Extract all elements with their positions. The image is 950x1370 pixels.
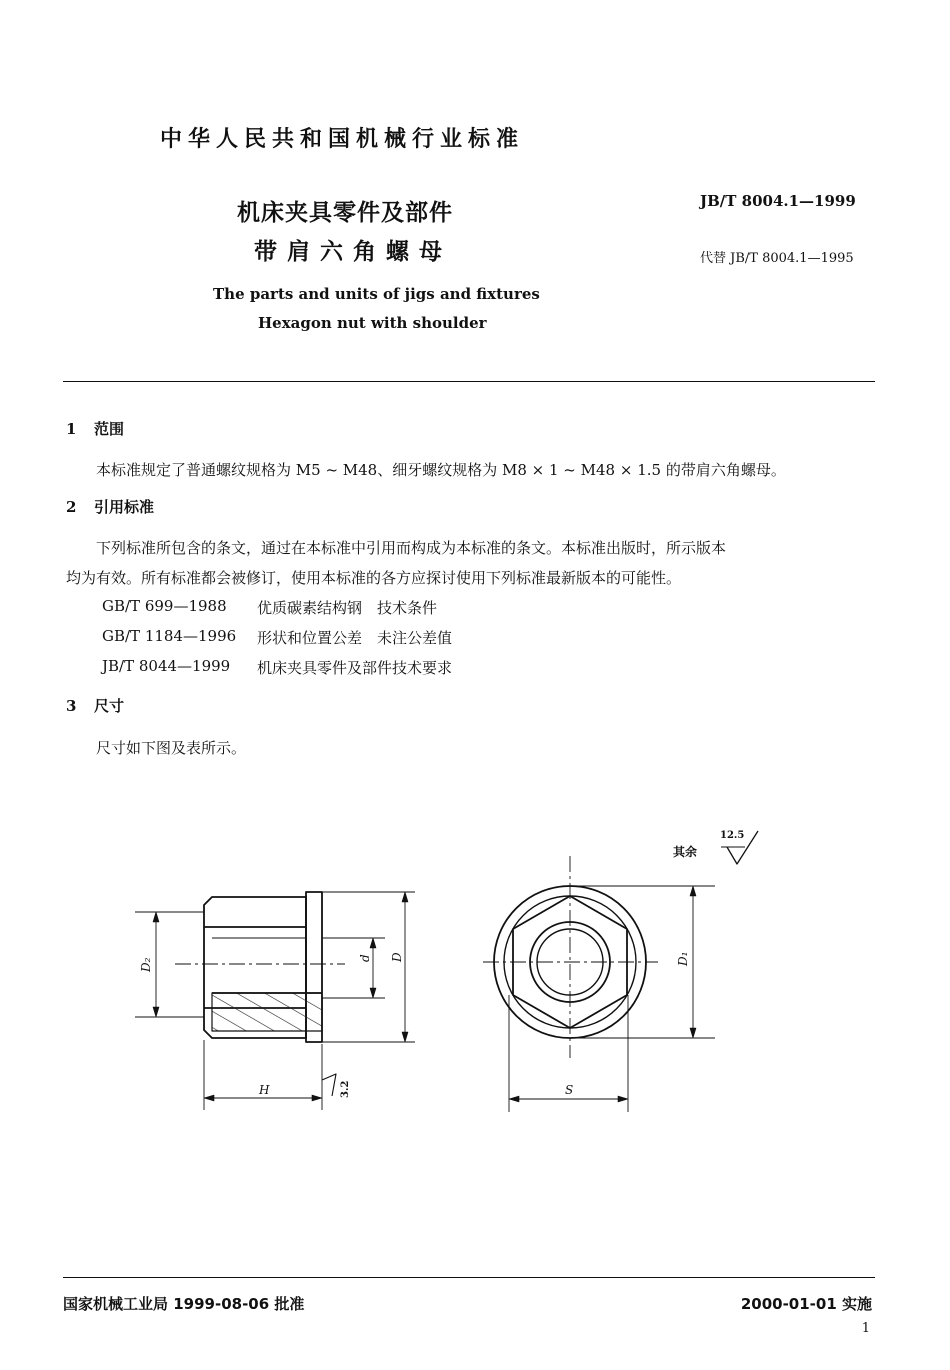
reference-code: GB/T 699—1988 [102,597,227,615]
section-3-number: 3 [66,697,77,715]
section-1-number: 1 [66,420,77,438]
dimension-label-D2: D₂ [139,957,153,972]
footer-divider [63,1277,875,1278]
standard-category-title: 中华人民共和国机械行业标准 [160,127,525,152]
dimension-label-d: d [358,954,372,962]
document-title-line2: 带肩六角螺母 [254,239,452,265]
page-number: 1 [861,1321,870,1336]
section-3-paragraph: 尺寸如下图及表所示。 [96,739,247,757]
dimension-label-S: S [565,1083,574,1097]
section-3-title: 尺寸 [94,697,125,715]
reference-title: 优质碳素结构钢 技术条件 [257,599,438,617]
dimension-label-D: D [390,952,404,962]
section-2-paragraph-line2: 均为有效。所有标准都会被修订，使用本标准的各方应探讨使用下列标准最新版本的可能性。 [66,569,682,587]
reference-code: GB/T 1184—1996 [102,627,237,645]
section-2-title: 引用标准 [94,498,155,516]
section-1-paragraph: 本标准规定了普通螺纹规格为 M5 ~ M48、细牙螺纹规格为 M8 × 1 ~ M48 × 1.5 的带肩六角螺母。 [96,461,786,479]
section-2-paragraph-line1: 下列标准所包含的条文，通过在本标准中引用而构成为本标准的条文。本标准出版时，所示版本 [96,539,727,557]
english-title-line2: Hexagon nut with shoulder [258,314,487,332]
standard-code: JB/T 8004.1—1999 [700,192,856,210]
face-roughness-value: 3.2 [340,1080,351,1098]
replaces-standard: 代替 JB/T 8004.1—1995 [700,251,854,266]
general-roughness-value: 12.5 [720,830,745,841]
english-title-line1: The parts and units of jigs and fixtures [213,285,540,303]
document-title-line1: 机床夹具零件及部件 [237,200,453,226]
approval-info: 国家机械工业局 1999-08-06 批准 [63,1295,305,1313]
reference-title: 形状和位置公差 未注公差值 [257,629,453,647]
dimension-label-H: H [259,1083,270,1097]
thread-section-hatching [212,993,322,1031]
section-2-number: 2 [66,498,77,516]
implementation-date: 2000-01-01 实施 [740,1295,872,1313]
dimension-label-D1: D₁ [676,951,690,966]
roughness-symbol [322,1074,336,1096]
reference-code: JB/T 8044—1999 [102,657,231,675]
roughness-note: 其余 [673,845,698,859]
section-1-title: 范围 [94,420,125,438]
reference-title: 机床夹具零件及部件技术要求 [257,659,453,677]
